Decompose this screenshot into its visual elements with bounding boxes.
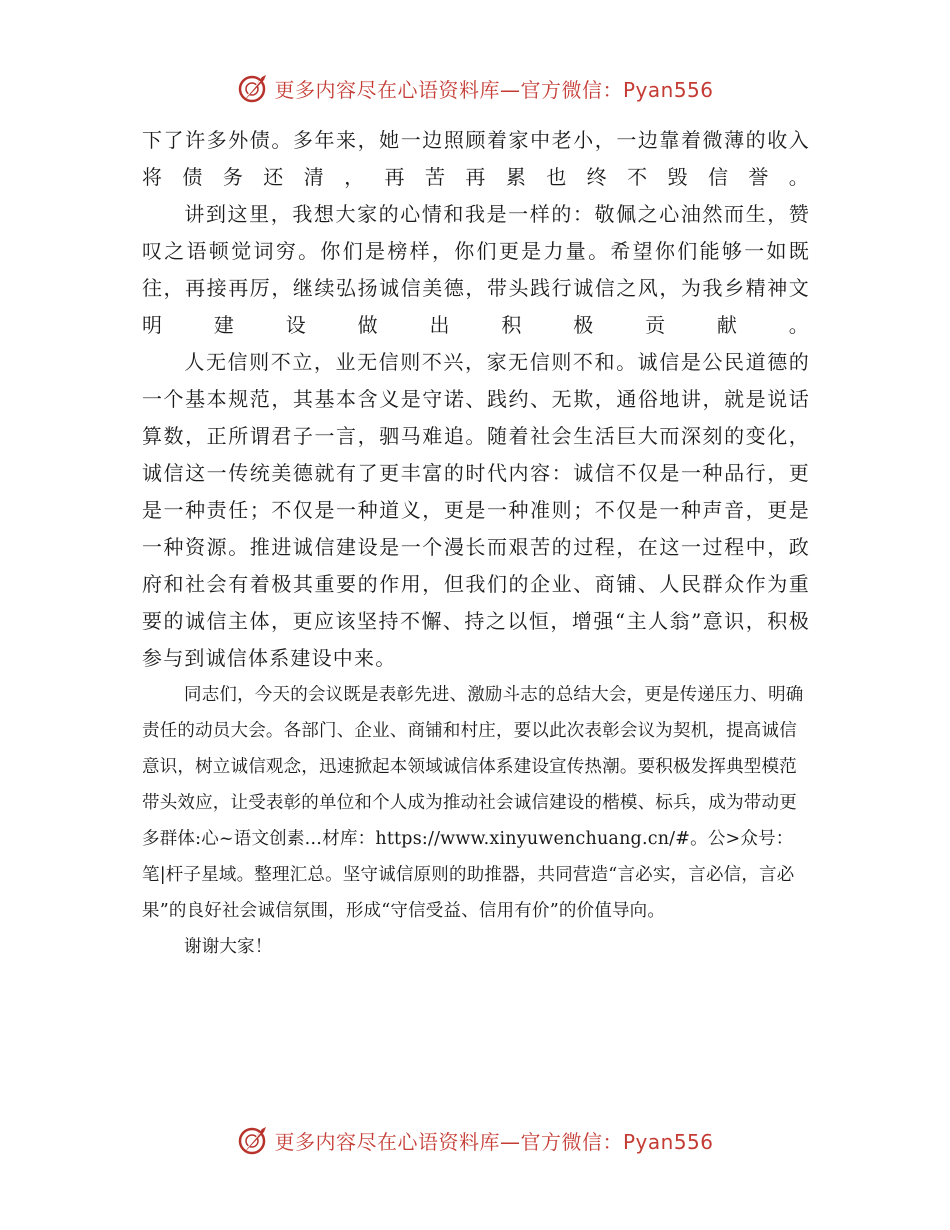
footer-banner [0,1120,950,1160]
paragraph-5: 谢谢大家！ [184,937,273,957]
document-body [142,122,810,965]
paragraph-3: 人无信则不立，业无信则不兴，家无信则不和。诚信是公民道德的一个基本规范，其基本含义是守诺、践约、无欺，通俗地讲，就是说话算数，正所谓君子一言，驷马难追。随着社会生活巨大而深刻的变化，诚信这一传统美德就有了更丰富的时代内容：诚信不仅是一种品行，更是一种责任；不仅是一种道义，更是一种准则；不仅是一种声音，更是一种资源。推进诚信建设是一个漫长而艰苦的过程，在这一过程中，政府和社会有着极其重要的作用，但我们的企业、商铺、人民群众作为重要的诚信主体，更应该坚持不懈、持之以恒，增强“主人翁”意识，积极参与到诚信体系建设中来。 [142,350,810,670]
quill-logo-icon [236,71,270,105]
paragraph-4: 同志们，今天的会议既是表彰先进、激励斗志的总结大会，更是传递压力、明确责任的动员大会。各部门、企业、商铺和村庄，要以此次表彰会议为契机，提高诚信意识，树立诚信观念，迅速掀起本领域诚信体系建设宣传热潮。要积极发挥典型模范带头效应，让受表彰的单位和个人成为推动社会诚信建设的楷模、标兵，成为带动更多群体:心~语文创素…材库：https://www.xinyuwenchuang.cn/#。公>众号：笔|杆子星域。整理汇总。坚守诚信原则的助推器，共同营造“言必实，言必信，言必果”的良好社会诚信氛围，形成“守信受益、信用有价”的价值导向。 [142,685,804,921]
paragraph-1: 下了许多外债。多年来，她一边照顾着家中老小，一边靠着微薄的收入将债务还清，再苦再累也终不毁信誉。 [142,128,810,189]
footer-banner-text: 更多内容尽在心语资料库—官方微信：Pyan556 [274,1129,714,1154]
header-banner [0,68,950,108]
quill-logo-icon [236,1123,270,1157]
paragraph-2: 讲到这里，我想大家的心情和我是一样的：敬佩之心油然而生，赞叹之语顿觉词穷。你们是榜样，你们更是力量。希望你们能够一如既往，再接再厉，继续弘扬诚信美德，带头践行诚信之风，为我乡精神文明建设做出积极贡献。 [142,202,810,337]
header-banner-text: 更多内容尽在心语资料库—官方微信：Pyan556 [274,77,714,102]
